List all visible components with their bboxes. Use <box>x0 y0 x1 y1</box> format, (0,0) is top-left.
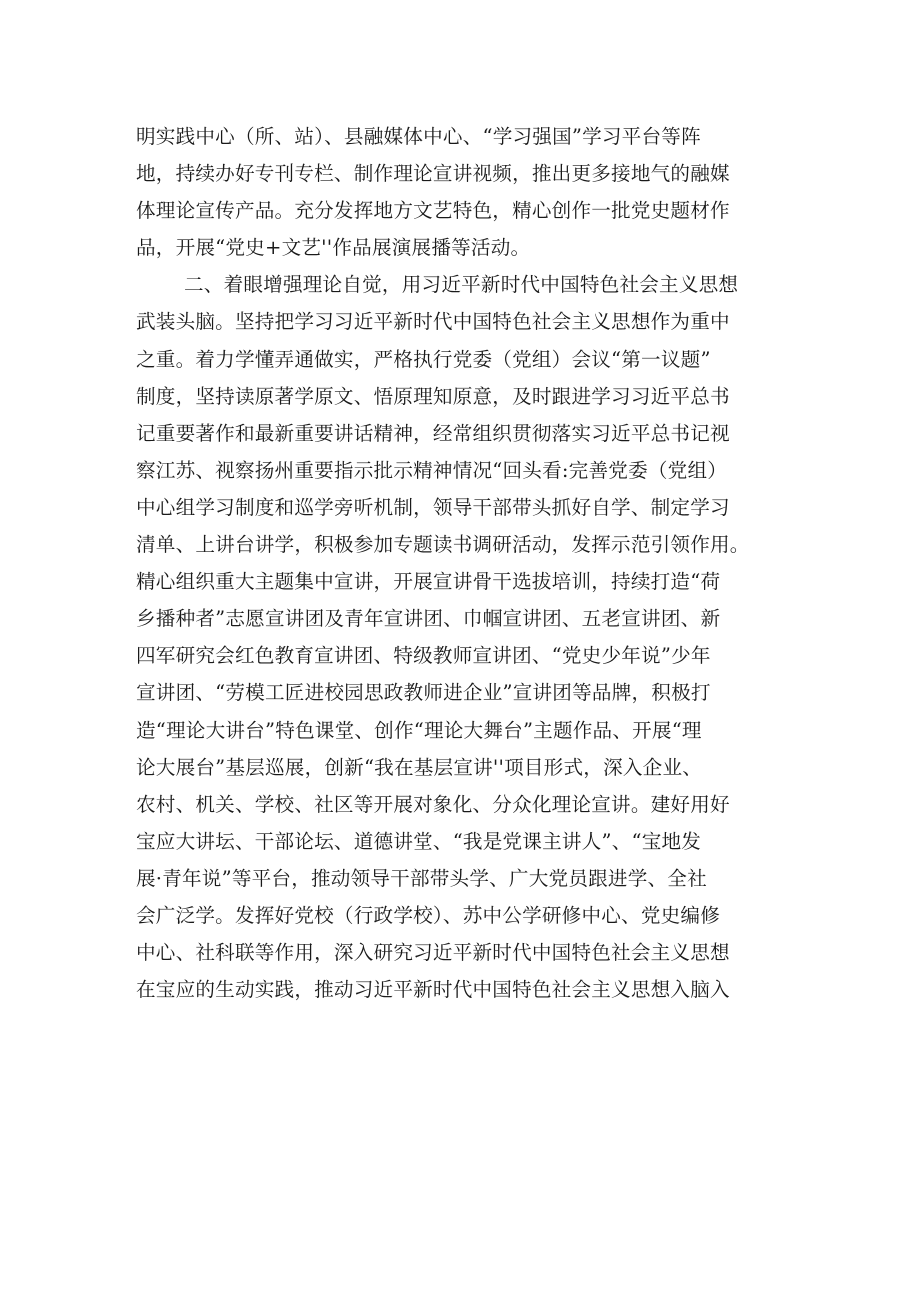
text-line: 四军研究会红色教育宣讲团、特级教师宣讲团、“党史少年说”少年 <box>136 644 711 668</box>
text-line: 察江苏、视察扬州重要指示批示精神情况“回头看:完善党委（党组） <box>136 458 728 482</box>
text-line: 会广泛学。发挥好党校（行政学校）、苏中公学研修中心、党史编修 <box>136 903 721 927</box>
text-line: 展·青年说”等平台，推动领导干部带头学、广大党员跟进学、全社 <box>136 866 707 890</box>
text-line: 清单、上讲台讲学，积极参加专题读书调研活动，发挥示范引领作用。 <box>136 533 750 557</box>
text-line: 体理论宣传产品。充分发挥地方文艺特色，精心创作一批党史题材作 <box>136 199 730 223</box>
text-line: 明实践中心（所、站）、县融媒体中心、“学习强国”学习平台等阵 <box>136 125 701 148</box>
text-line: 中心、社科联等作用，深入研究习近平新时代中国特色社会主义思想 <box>136 941 730 965</box>
text-line: 乡播种者”志愿宣讲团及青年宣讲团、巾帼宣讲团、五老宣讲团、新 <box>136 607 721 631</box>
body-text <box>136 118 796 1008</box>
text-line: 宝应大讲坛、干部论坛、道德讲堂、“我是党课主讲人”、“宝地发 <box>136 829 702 853</box>
text-line: 之重。着力学懂弄通做实，严格执行党委（党组）会议“第一议题” <box>136 347 711 371</box>
text-line: 宣讲团、“劳模工匠进校园思政教师进企业”宣讲团等品牌，积极打 <box>136 681 711 705</box>
text-line: 武装头脑。坚持把学习习近平新时代中国特色社会主义思想作为重中 <box>136 310 730 334</box>
text-line: 品，开展“党史+文艺''作品展演展播等活动。 <box>136 236 531 260</box>
text-line: 记重要著作和最新重要讲话精神，经常组织贯彻落实习近平总书记视 <box>136 421 730 445</box>
text-line: 地，持续办好专刊专栏、制作理论宣讲视频，推出更多接地气的融媒 <box>136 162 730 186</box>
text-line: 制度，坚持读原著学原文、悟原理知原意，及时跟进学习习近平总书 <box>136 384 730 408</box>
paragraph-first-line: 二、着眼增强理论自觉，用习近平新时代中国特色社会主义思想 <box>184 273 739 297</box>
text-line: 中心组学习制度和巡学旁听机制，领导干部带头抓好自学、制定学习 <box>136 495 730 519</box>
text-line: 精心组织重大主题集中宣讲，开展宣讲骨干选拔培训，持续打造“荷 <box>136 570 721 594</box>
text-line: 农村、机关、学校、社区等开展对象化、分众化理论宣讲。建好用好 <box>136 792 730 816</box>
text-line: 造“理论大讲台”特色课堂、创作“理论大舞台”主题作品、开展“理 <box>136 718 702 742</box>
text-line: 论大展台”基层巡展，创新“我在基层宣讲''项目形式，深入企业、 <box>136 755 703 779</box>
text-line: 在宝应的生动实践，推动习近平新时代中国特色社会主义思想入脑入 <box>136 978 730 1002</box>
